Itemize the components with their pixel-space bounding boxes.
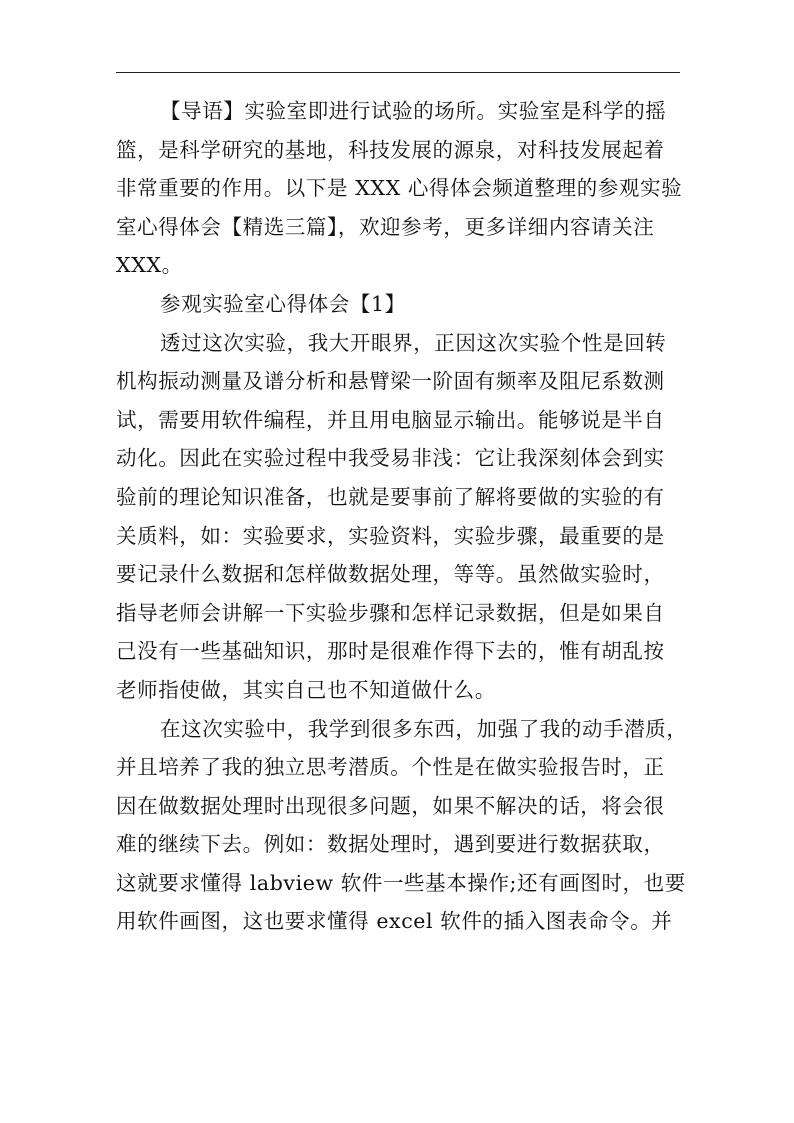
text-line: 这就要求懂得 labview 软件一些基本操作;还有画图时，也要 bbox=[116, 870, 686, 895]
section-heading: 参观实验室心得体会【1】 bbox=[160, 291, 406, 316]
text-line: 非常重要的作用。以下是 XXX 心得体会频道整理的参观实验 bbox=[116, 176, 683, 201]
text-line: 动化。因此在实验过程中我受易非浅：它让我深刻体会到实 bbox=[116, 446, 665, 471]
text-line: 己没有一些基础知识，那时是很难作得下去的，惟有胡乱按 bbox=[116, 639, 665, 664]
text-line: 试，需要用软件编程，并且用电脑显示输出。能够说是半自 bbox=[116, 407, 665, 432]
text-line: 室心得体会【精选三篇】，欢迎参考，更多详细内容请关注 bbox=[116, 214, 655, 239]
text-line: 机构振动测量及谱分析和悬臂梁一阶固有频率及阻尼系数测 bbox=[116, 369, 665, 394]
text-line: 用软件画图，这也要求懂得 excel 软件的插入图表命令。并 bbox=[116, 909, 673, 934]
header-rule bbox=[116, 72, 680, 73]
text-line: XXX。 bbox=[116, 253, 183, 278]
text-line: 透过这次实验，我大开眼界，正因这次实验个性是回转 bbox=[160, 330, 667, 355]
text-line: 验前的理论知识准备，也就是要事前了解将要做的实验的有 bbox=[116, 484, 665, 509]
text-line: 【导语】实验室即进行试验的场所。实验室是科学的摇 bbox=[160, 99, 667, 123]
text-line: 指导老师会讲解一下实验步骤和怎样记录数据，但是如果自 bbox=[116, 600, 665, 625]
text-line: 老师指使做，其实自己也不知道做什么。 bbox=[116, 677, 496, 702]
text-line: 篮，是科学研究的基地，科技发展的源泉，对科技发展起着 bbox=[116, 137, 665, 162]
text-line: 要记录什么数据和怎样做数据处理，等等。虽然做实验时， bbox=[116, 562, 665, 587]
text-line: 关质料，如：实验要求，实验资料，实验步骤，最重要的是 bbox=[116, 523, 665, 548]
text-line: 并且培养了我的独立思考潜质。个性是在做实验报告时，正 bbox=[116, 755, 665, 780]
text-line: 因在做数据处理时出现很多问题，如果不解决的话，将会很 bbox=[116, 793, 665, 818]
text-line: 在这次实验中，我学到很多东西，加强了我的动手潜质， bbox=[160, 716, 688, 741]
body-text bbox=[116, 92, 688, 941]
text-line: 难的继续下去。例如：数据处理时，遇到要进行数据获取， bbox=[116, 832, 665, 857]
